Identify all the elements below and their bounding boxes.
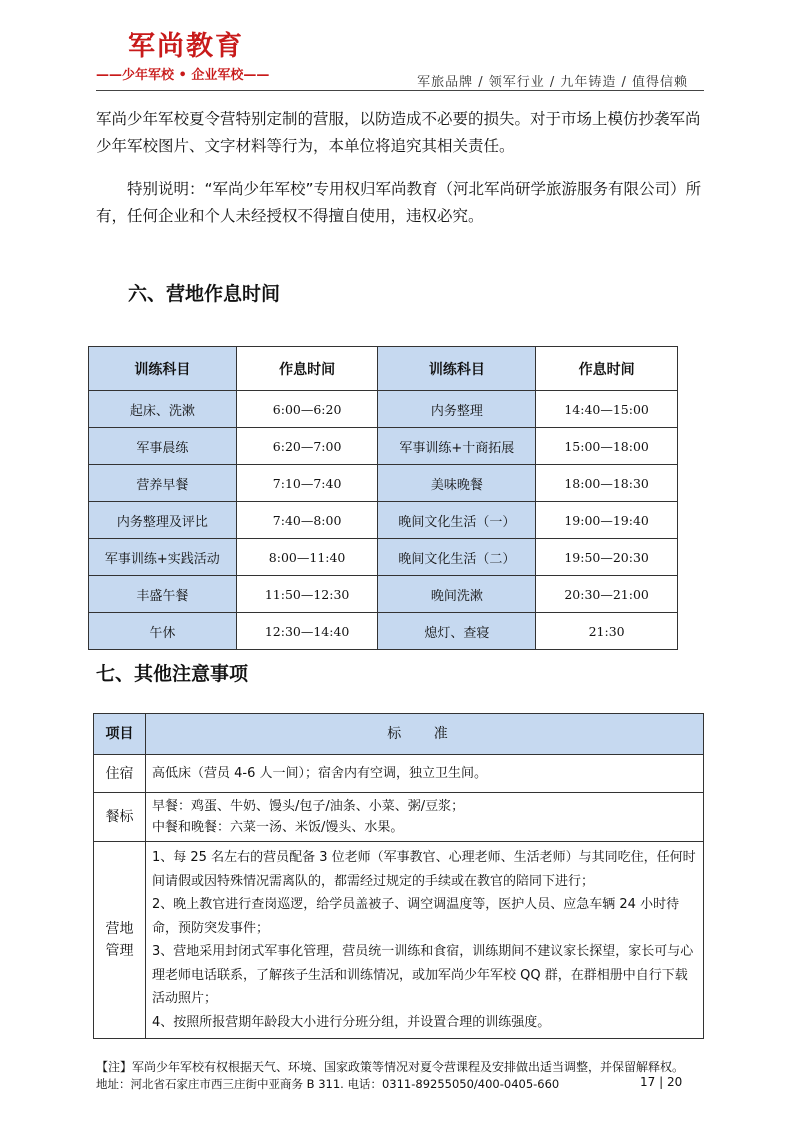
table-row	[89, 428, 678, 465]
table-row	[89, 465, 678, 502]
table-row	[94, 842, 704, 1039]
time-cell: 7:40—8:00	[236, 502, 378, 539]
header-divider	[96, 90, 704, 91]
activity-cell: 起床、洗漱	[89, 391, 237, 428]
activity-cell: 晚间文化生活（二）	[378, 539, 536, 576]
footer-address: 地址：河北省石家庄市西三庄街中亚商务 B 311. 电话：0311-89255050/400-0405-660	[96, 1077, 560, 1091]
activity-cell: 晚间文化生活（一）	[378, 502, 536, 539]
activity-cell: 午休	[89, 613, 237, 650]
notes-line: 3、营地采用封闭式军事化管理，营员统一训练和食宿，训练期间不建议家长探望，家长可与心理老师电话联系，了解孩子生活和训练情况，或加军尚少年军校 QQ 群，在群相册中自行下载活动照片；	[152, 944, 694, 1006]
schedule-header-cell: 训练科目	[378, 347, 536, 391]
time-cell: 19:50—20:30	[536, 539, 678, 576]
logo-title: 军尚教育	[128, 31, 244, 62]
time-cell: 15:00—18:00	[536, 428, 678, 465]
notes-line: 中餐和晚餐：六菜一汤、米饭/馒头、水果。	[152, 820, 404, 835]
notes-line: 1、每 25 名左右的营员配备 3 位老师（军事教官、心理老师、生活老师）与其同吃住，任何时间请假或因特殊情况需离队的，都需经过规定的手续或在教官的陪同下进行；	[152, 850, 696, 889]
section-title-schedule: 六、营地作息时间	[128, 283, 281, 305]
table-row	[89, 391, 678, 428]
table-row	[89, 539, 678, 576]
time-cell: 21:30	[536, 613, 678, 650]
intro-paragraph-1: 军尚少年军校夏令营特别定制的营服，以防造成不必要的损失。对于市场上模仿抄袭军尚少年军校图片、文字材料等行为，本单位将追究其相关责任。	[96, 110, 701, 155]
notes-content-lodging	[146, 755, 704, 793]
notes-label-meals: 餐标	[94, 793, 146, 842]
notes-content-meals	[146, 793, 704, 842]
table-row	[94, 793, 704, 842]
header-slogan: 军旅品牌 / 领军行业 / 九年铸造 / 值得信赖	[417, 75, 688, 90]
time-cell: 6:20—7:00	[236, 428, 378, 465]
logo-subtitle: ——少年军校 • 企业军校——	[96, 68, 270, 83]
notes-header-standard: 标 准	[146, 714, 704, 755]
activity-cell: 美味晚餐	[378, 465, 536, 502]
time-cell: 11:50—12:30	[236, 576, 378, 613]
time-cell: 8:00—11:40	[236, 539, 378, 576]
schedule-header-cell: 作息时间	[236, 347, 378, 391]
table-row	[94, 755, 704, 793]
notes-label-lodging: 住宿	[94, 755, 146, 793]
activity-cell: 军事训练+实践活动	[89, 539, 237, 576]
activity-cell: 内务整理	[378, 391, 536, 428]
footer-note: 【注】军尚少年军校有权根据天气、环境、国家政策等情况对夏令营课程及安排做出适当调整，并保留解释权。	[96, 1060, 685, 1074]
time-cell: 20:30—21:00	[536, 576, 678, 613]
schedule-header-cell: 作息时间	[536, 347, 678, 391]
section-title-notes: 七、其他注意事项	[96, 663, 249, 685]
time-cell: 6:00—6:20	[236, 391, 378, 428]
activity-cell: 内务整理及评比	[89, 502, 237, 539]
activity-cell: 军事晨练	[89, 428, 237, 465]
notes-line: 4、按照所报营期年龄段大小进行分班分组，并设置合理的训练强度。	[152, 1014, 551, 1030]
activity-cell: 晚间洗漱	[378, 576, 536, 613]
time-cell: 19:00—19:40	[536, 502, 678, 539]
schedule-table	[88, 346, 678, 650]
activity-cell: 军事训练+十商拓展	[378, 428, 536, 465]
table-row	[89, 502, 678, 539]
intro-paragraph-2: 特别说明：“军尚少年军校”专用权归军尚教育（河北军尚研学旅游服务有限公司）所有，任何企业和个人未经授权不得擅自使用，违权必究。	[96, 180, 702, 225]
notes-line: 早餐：鸡蛋、牛奶、馒头/包子/油条、小菜、粥/豆浆；	[152, 799, 465, 814]
notes-table	[93, 713, 704, 1039]
schedule-header-cell: 训练科目	[89, 347, 237, 391]
page-number: 17 | 20	[640, 1075, 683, 1089]
time-cell: 14:40—15:00	[536, 391, 678, 428]
activity-cell: 熄灯、查寝	[378, 613, 536, 650]
table-row	[89, 613, 678, 650]
time-cell: 12:30—14:40	[236, 613, 378, 650]
table-row	[89, 576, 678, 613]
notes-label-management: 营地管理	[94, 842, 146, 1039]
notes-header-item: 项目	[94, 714, 146, 755]
notes-content-management	[146, 842, 704, 1039]
schedule-header-row	[89, 347, 678, 391]
notes-line: 2、晚上教官进行查岗巡逻，给学员盖被子、调空调温度等，医护人员、应急车辆 24 小时待命，预防突发事件；	[152, 897, 680, 936]
activity-cell: 丰盛午餐	[89, 576, 237, 613]
time-cell: 18:00—18:30	[536, 465, 678, 502]
notes-line: 高低床（营员 4-6 人一间）；宿舍内有空调，独立卫生间。	[152, 766, 487, 781]
page-header	[0, 0, 800, 100]
notes-header-row	[94, 714, 704, 755]
activity-cell: 营养早餐	[89, 465, 237, 502]
time-cell: 7:10—7:40	[236, 465, 378, 502]
